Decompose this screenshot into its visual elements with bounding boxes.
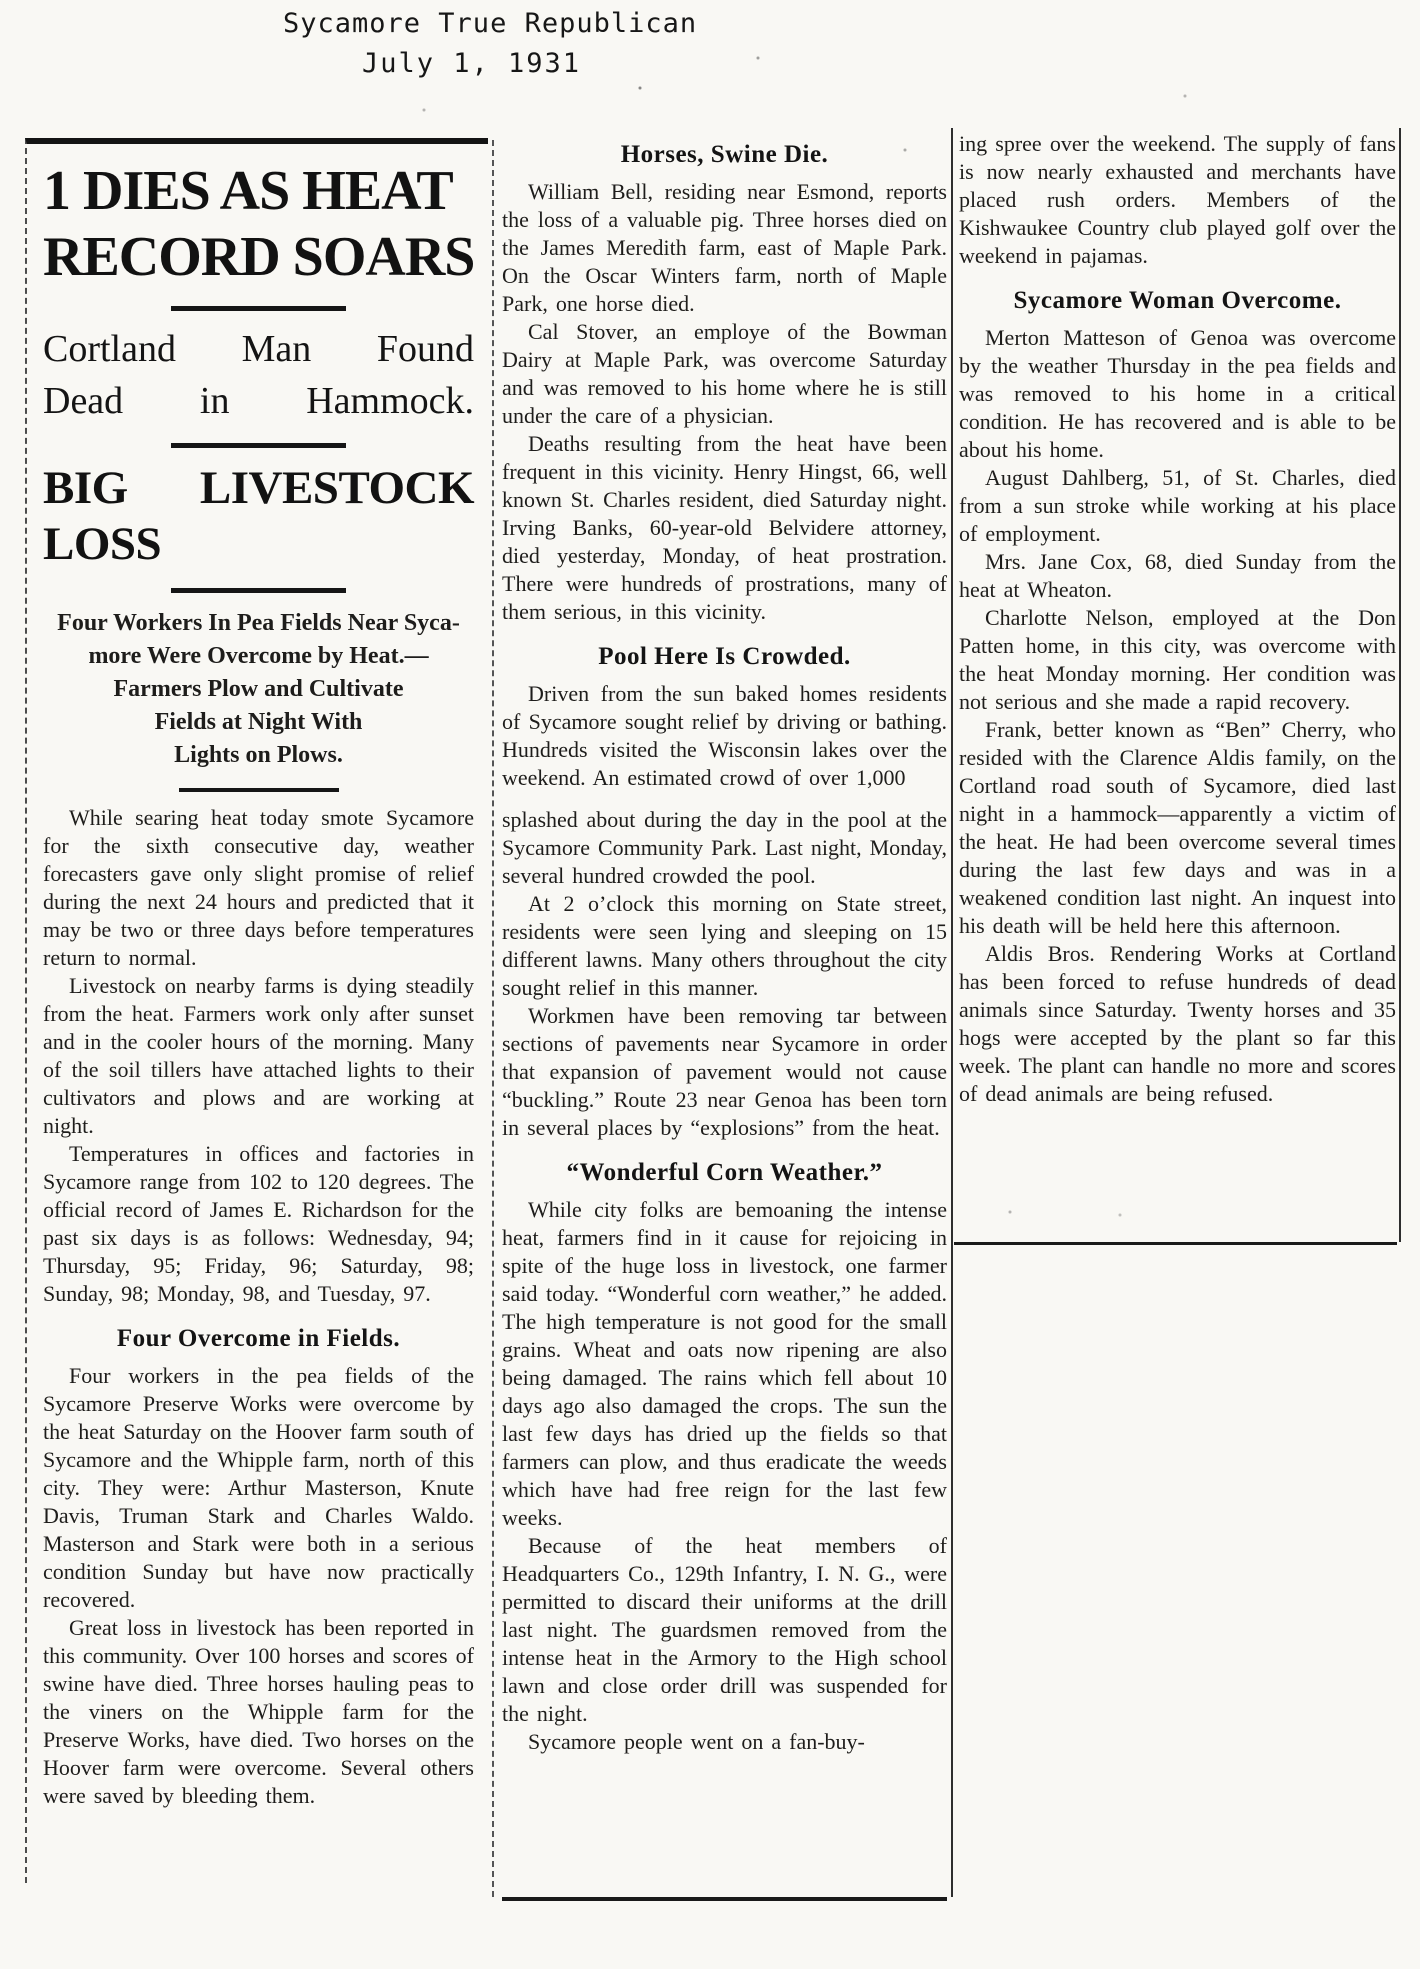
standfirst-line: Farmers Plow and Cultivate [113, 676, 404, 702]
paragraph: Mrs. Jane Cox, 68, died Sunday from the heat at Wheaton. [959, 549, 1396, 602]
deck-headline [43, 323, 474, 427]
right-column-edge-rule [1399, 128, 1401, 1242]
divider-rule [179, 788, 339, 792]
standfirst-line: Lights on Plows. [174, 742, 343, 768]
paragraph: While searing heat today smote Sycamore for the sixth consecutive day, weather forecasters gave only slight promise of relief during the next 24 hours and predicted that it may be two or three days before temperatures return to normal. [43, 805, 474, 970]
divider-rule [171, 443, 346, 448]
standfirst-line: Fields at Night With [154, 709, 363, 735]
paragraph: While city folks are bemoaning the intense heat, farmers find in it cause for rejoicing in spite of the huge loss in livestock, one farmer said today. “Wonderful corn weather,” he added. The high temperature is not good for the small grains. Wheat and oats now ripening are also being damaged. The rains which fell about 10 days ago also damaged the crops. The sun the last few days has dried up the fields so that farmers can plow, and thus eradicate the weeds which have had free reign for the last few weeks. [502, 1197, 947, 1530]
paragraph: Great loss in livestock has been reported in this community. Over 100 horses and scores of swine have died. Three horses hauling peas to the viners on the Whipple farm for the Preserve Works, have died. Two horses on the Hoover farm were overcome. Several others were saved by bleeding them. [43, 1615, 474, 1808]
standfirst-line: Four Workers In Pea Fields Near Syca- [57, 610, 460, 636]
deck-line-2: Dead in Hammock. [43, 380, 474, 422]
left-column [25, 138, 488, 1883]
paragraph: Merton Matteson of Genoa was overcome by the weather Thursday in the pea fields and was removed to his home in a critical condition. He has recovered and is able to be about his home. [959, 325, 1396, 462]
standfirst-line: more Were Overcome by Heat.— [88, 643, 429, 669]
divider-rule [171, 588, 346, 593]
paragraph: Four workers in the pea fields of the Sycamore Preserve Works were overcome by the heat Saturday on the Hoover farm south of Sycamore and the Whipple farm, north of this city. They were: Arthur Masterson, Knute Davis, Truman Stark and Charles Waldo. Masterson and Stark were both in a serious condition Sunday but have now practically recovered. [43, 1363, 474, 1612]
paragraph: Frank, better known as “Ben” Cherry, who resided with the Clarence Aldis family, on the Cortland road south of Sycamore, died last night in a hammock—apparently a victim of the heat. He had been overcome several times during the last few days and was in a weakened condition last night. An inquest into his death will be held here this afternoon. [959, 717, 1396, 938]
paragraph: Livestock on nearby farms is dying steadily from the heat. Farmers work only after sunset and in the cooler hours of the morning. Many of the soil tillers have attached lights to their cultivators and plows and are working at night. [43, 973, 474, 1138]
divider-rule [171, 306, 346, 311]
paragraph: splashed about during the day in the pool at the Sycamore Community Park. Last night, Monday, several hundred crowded the pool. [502, 807, 947, 888]
paragraph: Driven from the sun baked homes residents of Sycamore sought relief by driving or bathing. Hundreds visited the Wisconsin lakes over the weekend. An estimated crowd of over 1,000 [502, 681, 947, 790]
paragraph: Because of the heat members of Headquarters Co., 129th Infantry, I. N. G., were permitted to discard their uniforms at the drill last night. The guardsmen removed from the intense heat in the Armory to the High school lawn and close order drill was suspended for the night. [502, 1533, 947, 1726]
right-column [959, 130, 1396, 1108]
paragraph: Sycamore people went on a fan-buy- [528, 1729, 865, 1754]
section-heading-horses-swine-die: Horses, Swine Die. [620, 141, 829, 168]
column-divider-left-middle [492, 140, 494, 1897]
publication-date: July 1, 1931 [362, 48, 582, 79]
section-heading-corn-weather: “Wonderful Corn Weather.” [566, 1159, 883, 1186]
main-headline [43, 158, 474, 290]
publication-name: Sycamore True Republican [283, 8, 698, 39]
paragraph: Workmen have been removing tar between sections of pavements near Sycamore in order that expansion of pavement would not cause “buckling.” Route 23 near Genoa has been torn in several places by “explosions” from the heat. [502, 1003, 947, 1140]
headline-line-1: 1 DIES AS HEAT [43, 160, 453, 222]
paragraph: ing spree over the weekend. The supply of fans is now nearly exhausted and merchants have placed rush orders. Members of the Kishwaukee Country club played golf over the weekend in pajamas. [959, 131, 1396, 268]
column-divider-middle-right [951, 128, 953, 1897]
paragraph: Deaths resulting from the heat have been frequent in this vicinity. Henry Hingst, 66, well known St. Charles resident, died Saturday night. Irving Banks, 60-year-old Belvidere attorney, died yesterday, Monday, of heat prostration. There were hundreds of prostrations, many of them serious, in this vicinity. [502, 431, 947, 624]
headline-line-2: RECORD SOARS [43, 226, 475, 288]
section-heading-four-overcome: Four Overcome in Fields. [116, 1325, 401, 1352]
paragraph: William Bell, residing near Esmond, reports the loss of a valuable pig. Three horses died on the James Meredith farm, east of Maple Park. On the Oscar Winters farm, north of Maple Park, one horse died. [502, 179, 947, 316]
right-column-bottom-rule [954, 1242, 1397, 1245]
paragraph: Cal Stover, an employe of the Bowman Dairy at Maple Park, was overcome Saturday and was removed to his home where he is still under the care of a physician. [502, 319, 947, 428]
section-heading-sycamore-woman-overcome: Sycamore Woman Overcome. [1013, 287, 1342, 314]
paragraph: Temperatures in offices and factories in Sycamore range from 102 to 120 degrees. The official record of James E. Richardson for the past six days is as follows: Wednesday, 94; Thursday, 95; Friday, 96; Saturday, 98; Sunday, 98; Monday, 98, and Tuesday, 97. [43, 1141, 474, 1306]
paragraph: Aldis Bros. Rendering Works at Cortland has been forced to refuse hundreds of dead animals since Saturday. Twenty horses and 35 hogs were accepted by the plant so far this week. The plant can handle no more and scores of dead animals are being refused. [959, 941, 1396, 1106]
paragraph: At 2 o’clock this morning on State street, residents were seen lying and sleeping on 15 different lawns. Many others throughout the city sought relief in this manner. [502, 891, 947, 1000]
middle-column [502, 138, 947, 1756]
deck-line-1: Cortland Man Found [43, 328, 474, 370]
paragraph: August Dahlberg, 51, of St. Charles, died from a sun stroke while working at his place of employment. [959, 465, 1396, 546]
standfirst [43, 607, 474, 772]
paragraph: Charlotte Nelson, employed at the Don Patten home, in this city, was overcome with the heat Monday morning. Her condition was not serious and she made a rapid recovery. [959, 605, 1396, 714]
section-heading-pool-crowded: Pool Here Is Crowded. [598, 643, 851, 670]
middle-column-bottom-rule [502, 1897, 947, 1901]
banner-headline: BIG LIVESTOCK LOSS [43, 462, 474, 570]
